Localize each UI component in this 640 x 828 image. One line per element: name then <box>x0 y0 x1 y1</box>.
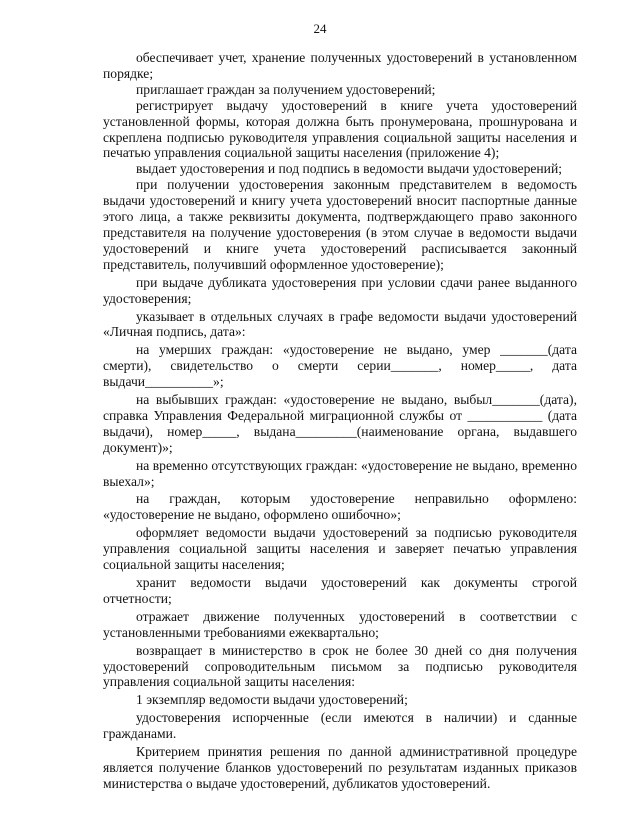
paragraph: на выбывших граждан: «удостоверение не выдано, выбыл_______(дата), справка Управления Федеральной миграционной службы от ___________ (дата выдачи), номер_____, выдана_________(наименование органа, выдавшего документ)»; <box>103 392 577 455</box>
page-number: 24 <box>313 21 327 36</box>
paragraph: возвращает в министерство в срок не более 30 дней со дня получения удостоверений сопроводительным письмом за подписью руководителя управления социальной защиты населения: <box>103 642 577 690</box>
paragraph: на граждан, которым удостоверение неправильно оформлено: «удостоверение не выдано, оформлено ошибочно»; <box>103 491 577 523</box>
paragraph: 1 экземпляр ведомости выдачи удостоверений; <box>136 692 408 708</box>
body-text <box>103 50 577 792</box>
paragraph: приглашает граждан за получением удостоверений; <box>136 81 436 97</box>
paragraph: на временно отсутствующих граждан: «удостоверение не выдано, временно выехал»; <box>103 457 577 489</box>
paragraph: оформляет ведомости выдачи удостоверений за подписью руководителя управления социальной защиты населения и заверяет печатью управления социальной защиты населения; <box>103 525 577 573</box>
paragraph: на умерших граждан: «удостоверение не выдано, умер _______(дата смерти), свидетельство о смерти серии_______, номер_____, дата выдачи__________»; <box>103 342 577 390</box>
paragraph: Критерием принятия решения по данной административной процедуре является получение бланков удостоверений по результатам изданных приказов министерства о выдаче удостоверений, дубликатов удостоверений. <box>103 744 577 791</box>
paragraph: обеспечивает учет, хранение полученных удостоверений в установленном порядке; <box>103 50 577 81</box>
paragraph: выдает удостоверения и под подпись в ведомости выдачи удостоверений; <box>136 161 563 177</box>
paragraph: указывает в отдельных случаях в графе ведомости выдачи удостоверений «Личная подпись, дата»: <box>103 308 577 340</box>
paragraph: отражает движение полученных удостоверений в соответствии с установленными требованиями ежеквартально; <box>103 608 577 640</box>
paragraph: регистрирует выдачу удостоверений в книге учета удостоверений установленной формы, которая должна быть пронумерована, прошнурована и скреплена подписью руководителя управления социальной защиты населения и печатью управления социальной защиты населения (приложение 4); <box>103 97 577 161</box>
paragraph: при выдаче дубликата удостоверения при условии сдачи ранее выданного удостоверения; <box>103 274 577 306</box>
paragraph: при получении удостоверения законным представителем в ведомость выдачи удостоверений и книгу учета удостоверений вносит паспортные данные этого лица, а также реквизиты документа, подтверждающего право законного представителя на получение удостоверения (в этом случае в ведомости выдачи удостоверений и книге учета удостоверений расписывается законный представитель, получивший оформленное удостоверение); <box>103 177 577 272</box>
paragraph: хранит ведомости выдачи удостоверений как документы строгой отчетности; <box>103 575 577 606</box>
paragraph: удостоверения испорченные (если имеются в наличии) и сданные гражданами. <box>103 710 577 742</box>
